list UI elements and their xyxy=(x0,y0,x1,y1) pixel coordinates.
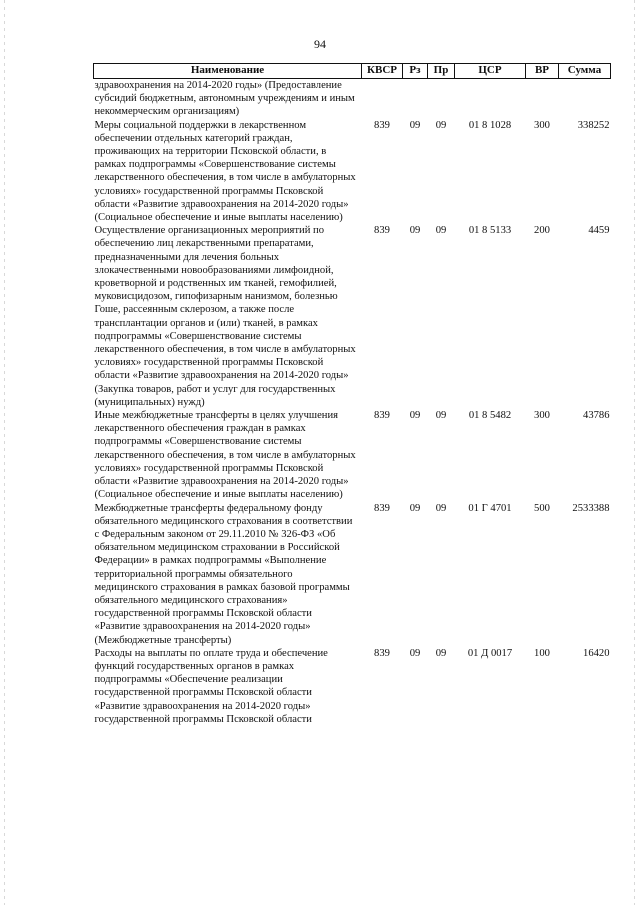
budget-table xyxy=(93,63,611,726)
header-name: Наименование xyxy=(94,64,362,79)
header-pr: Пр xyxy=(428,64,455,79)
row-sum: 338252 xyxy=(577,119,610,131)
row-pr: 09 xyxy=(435,410,447,422)
row-rz: 09 xyxy=(409,410,421,422)
continuation-text: здравоохранения на 2014-2020 годы» (Предоставление субсидий бюджетным, автономным учреждениям и иным некоммерческим организациям) xyxy=(94,80,355,118)
table-row xyxy=(94,224,611,409)
header-vr: ВР xyxy=(526,64,559,79)
row-sum: 2533388 xyxy=(572,502,610,514)
header-sum: Сумма xyxy=(559,64,611,79)
row-csr: 01 Г 4701 xyxy=(468,502,512,514)
scan-edge-left xyxy=(4,0,5,905)
row-pr: 09 xyxy=(435,119,447,131)
row-name: Меры социальной поддержки в лекарственном обеспечении отдельных категорий граждан, проживающих на территории Псковской области, в рамках подпрограммы «Совершенствование системы лекарственного обеспечения, в том числе в амбулаторных условиях» государственной программы Псковской области «Развитие здравоохранения на 2014-2020 годы» (Социальное обеспечение и иные выплаты населению) xyxy=(94,119,356,224)
row-kvsr: 839 xyxy=(374,647,390,659)
row-kvsr: 839 xyxy=(374,119,390,131)
row-sum: 43786 xyxy=(583,410,610,422)
row-vr: 200 xyxy=(534,225,550,237)
row-vr: 300 xyxy=(534,119,550,131)
table-row xyxy=(94,502,611,647)
row-name: Осуществление организационных мероприятий по обеспечению лиц лекарственными препаратами, предназначенными для лечения больных злокачественными новообразованиями лимфоидной, кроветворной и родственных им тканей, гемофилией, муковисцидозом, гипофизарным нанизмом, болезнью Гоше, рассеянным склерозом, а также после трансплантации органов и (или) тканей, в рамках подпрограммы «Совершенствование системы лекарственного обеспечения, в том числе в амбулаторных условиях» государственной программы Псковской области «Развитие здравоохранения на 2014-2020 годы» (Закупка товаров, работ и услуг для государственных (муниципальных) нужд) xyxy=(94,225,356,408)
scan-edge-right xyxy=(634,0,635,905)
row-vr: 100 xyxy=(534,647,550,659)
header-kvsr: КВСР xyxy=(362,64,403,79)
row-kvsr: 839 xyxy=(374,225,390,237)
row-sum: 4459 xyxy=(588,225,610,237)
row-vr: 500 xyxy=(534,502,550,514)
row-kvsr: 839 xyxy=(374,410,390,422)
row-pr: 09 xyxy=(435,647,447,659)
row-rz: 09 xyxy=(409,502,421,514)
row-kvsr: 839 xyxy=(374,502,390,514)
table-row xyxy=(94,647,611,726)
row-sum: 16420 xyxy=(583,647,610,659)
row-rz: 09 xyxy=(409,225,421,237)
row-csr: 01 8 5133 xyxy=(468,225,512,237)
table-row xyxy=(94,119,611,225)
row-rz: 09 xyxy=(409,647,421,659)
row-name: Иные межбюджетные трансферты в целях улучшения лекарственного обеспечения граждан в рамках подпрограммы «Совершенствование системы лекарственного обеспечения, в том числе в амбулаторных условиях» государственной программы Псковской области «Развитие здравоохранения на 2014-2020 годы» (Социальное обеспечение и иные выплаты населению) xyxy=(94,410,356,501)
row-vr: 300 xyxy=(534,410,550,422)
header-csr: ЦСР xyxy=(455,64,526,79)
row-rz: 09 xyxy=(409,119,421,131)
page-number: 94 xyxy=(314,37,326,51)
row-csr: 01 8 5482 xyxy=(468,410,512,422)
table-row xyxy=(94,409,611,501)
table-header-row xyxy=(94,64,611,79)
row-csr: 01 8 1028 xyxy=(468,119,512,131)
table-row-continuation xyxy=(94,79,611,119)
row-name: Расходы на выплаты по оплате труда и обеспечение функций государственных органов в рамках подпрограммы «Обеспечение реализации государственной программы Псковской области «Развитие здравоохранения на 2014-2020 годы» государственной программы Псковской области xyxy=(94,647,328,725)
row-csr: 01 Д 0017 xyxy=(467,647,513,659)
row-pr: 09 xyxy=(435,502,447,514)
row-pr: 09 xyxy=(435,225,447,237)
header-rz: Рз xyxy=(403,64,428,79)
row-name: Межбюджетные трансферты федеральному фонду обязательного медицинского страхования в соответствии с Федеральным законом от 29.11.2010 № 326-ФЗ «Об обязательном медицинском страховании в Российской Федерации» в рамках подпрограммы «Выполнение территориальной программы обязательного медицинского страхования в рамках базовой программы обязательного медицинского страхования» государственной программы Псковской области «Развитие здравоохранения на 2014-2020 годы» (Межбюджетные трансферты) xyxy=(94,502,353,646)
